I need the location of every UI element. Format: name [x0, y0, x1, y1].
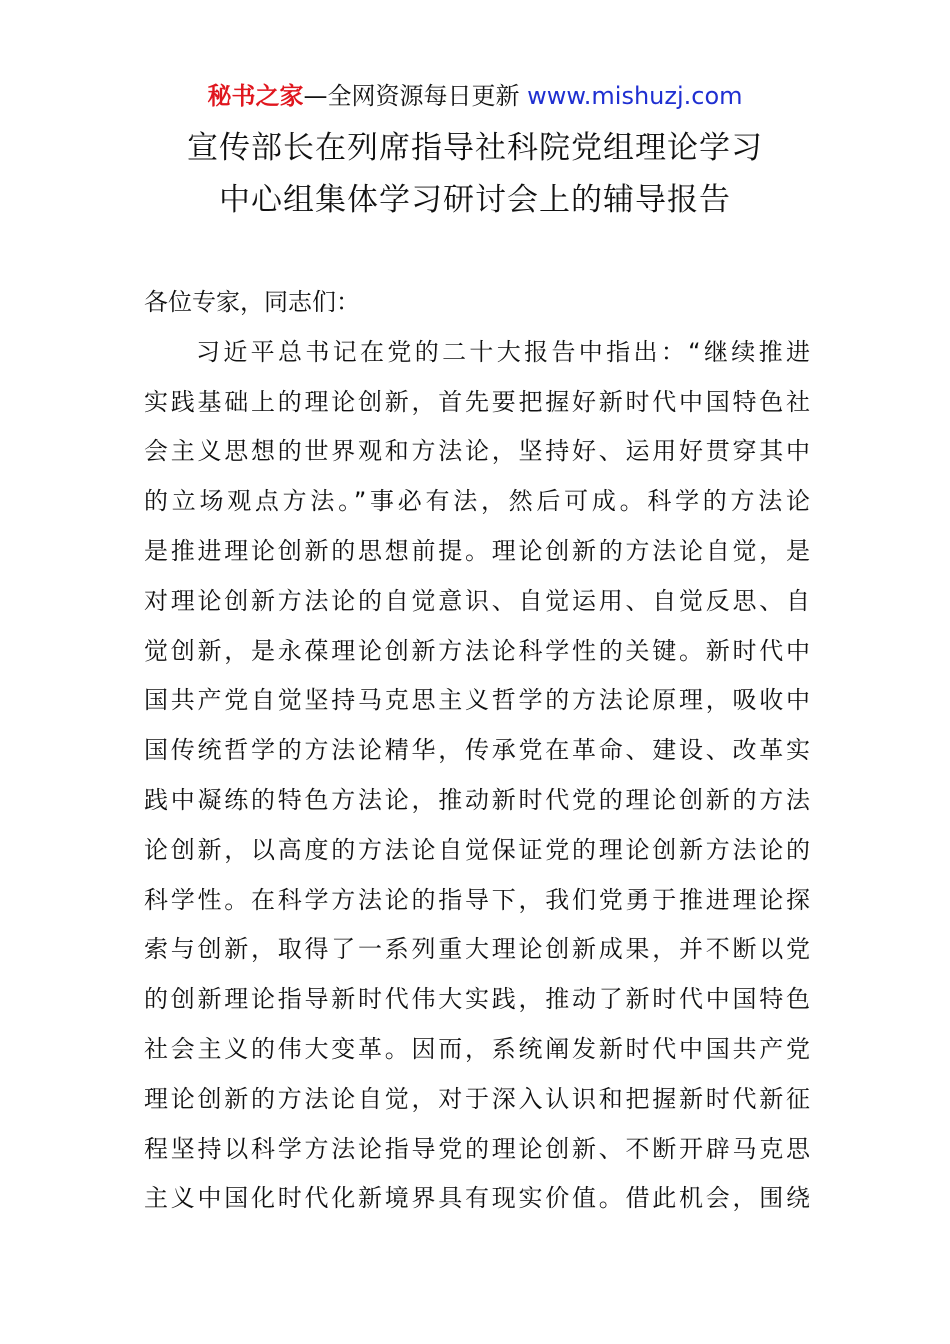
- brand-name: 秘书之家: [207, 82, 304, 110]
- body-line: 社会主义的伟大变革。因而，系统阐发新时代中国共产党: [144, 1034, 810, 1063]
- body-line: 索与创新，取得了一系列重大理论创新成果，并不断以党: [144, 935, 810, 964]
- body-line: 的立场观点方法。”事必有法，然后可成。科学的方法论: [144, 487, 810, 516]
- body-line: 习近平总书记在党的二十大报告中指出：“继续推进: [196, 337, 810, 366]
- document-title-line-1: 宣传部长在列席指导社科院党组理论学习: [187, 130, 763, 166]
- body-line: 实践基础上的理论创新，首先要把握好新时代中国特色社: [144, 387, 810, 416]
- body-line: 践中凝练的特色方法论，推动新时代党的理论创新的方法: [144, 785, 810, 814]
- body-line: 的创新理论指导新时代伟大实践，推动了新时代中国特色: [144, 985, 810, 1014]
- body-line: 论创新，以高度的方法论自觉保证党的理论创新方法论的: [144, 835, 810, 864]
- body-line: 主义中国化时代化新境界具有现实价值。借此机会，围绕: [144, 1184, 810, 1213]
- body-line: 对理论创新方法论的自觉意识、自觉运用、自觉反思、自: [144, 586, 810, 615]
- site-url-link[interactable]: www.mishuzj.com: [527, 82, 743, 110]
- body-line: 觉创新，是永葆理论创新方法论科学性的关键。新时代中: [144, 636, 810, 665]
- site-header: [0, 80, 950, 112]
- body-line: 程坚持以科学方法论指导党的理论创新、不断开辟马克思: [144, 1134, 810, 1163]
- salutation: 各位专家，同志们：: [144, 288, 360, 316]
- body-line: 会主义思想的世界观和方法论，坚持好、运用好贯穿其中: [144, 437, 810, 466]
- body-line: 理论创新的方法论自觉，对于深入认识和把握新时代新征: [144, 1084, 810, 1113]
- document-title-line-2: 中心组集体学习研讨会上的辅导报告: [219, 182, 731, 218]
- header-tagline: —全网资源每日更新: [303, 82, 528, 110]
- body-line: 科学性。在科学方法论的指导下，我们党勇于推进理论探: [144, 885, 810, 914]
- document-body: [144, 278, 810, 1224]
- body-line: 国传统哲学的方法论精华，传承党在革命、建设、改革实: [144, 736, 810, 765]
- body-line: 是推进理论创新的思想前提。理论创新的方法论自觉，是: [144, 536, 810, 565]
- body-line: 国共产党自觉坚持马克思主义哲学的方法论原理，吸收中: [144, 686, 810, 715]
